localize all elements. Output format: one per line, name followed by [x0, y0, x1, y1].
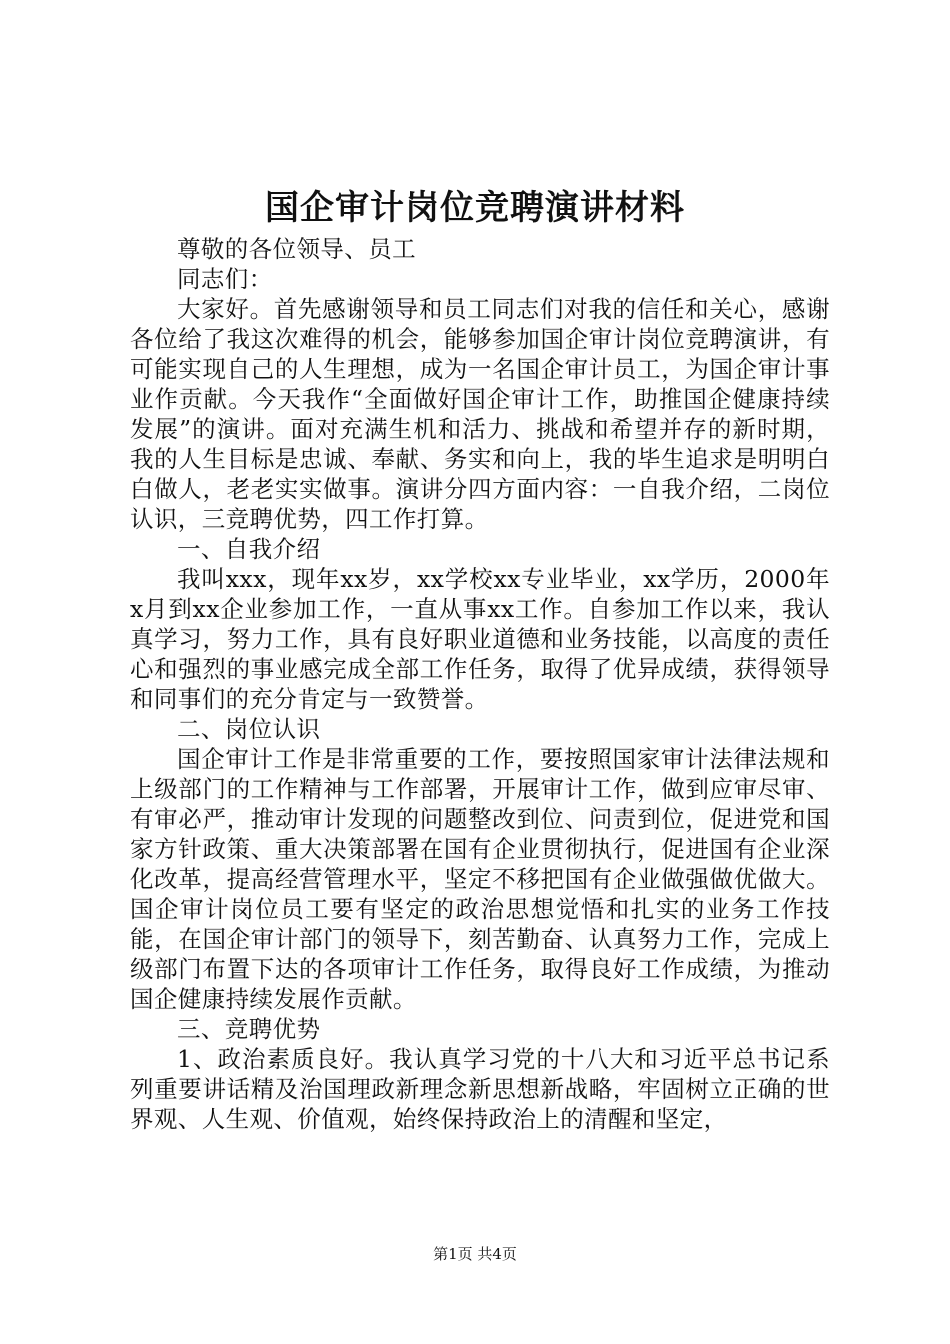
self-intro-paragraph: 我叫xxx，现年xx岁，xx学校xx专业毕业，xx学历，2000年x月到xx企业参加工作，一直从事xx工作。自参加工作以来，我认真学习，努力工作，具有良好职业道德和业务技能，以高度的责任心和强烈的事业感完成全部工作任务，取得了优异成绩，获得领导和同事们的充分肯定与一致赞誉。 [130, 565, 830, 713]
section-heading-position: 二、岗位认识 [177, 715, 321, 743]
intro-paragraph: 大家好。首先感谢领导和员工同志们对我的信任和关心，感谢各位给了我这次难得的机会，能够参加国企审计岗位竞聘演讲，有可能实现自己的人生理想，成为一名国企审计员工，为国企审计事业作贡献。今天我作“全面做好国企审计工作，助推国企健康持续发展”的演讲。面对充满生机和活力、挑战和希望并存的新时期，我的人生目标是忠诚、奉献、务实和向上，我的毕生追求是明明白白做人，老老实实做事。演讲分四方面内容：一自我介绍，二岗位认识，三竞聘优势，四工作打算。 [130, 295, 830, 533]
position-paragraph: 国企审计工作是非常重要的工作，要按照国家审计法律法规和上级部门的工作精神与工作部署，开展审计工作，做到应审尽审、有审必严，推动审计发现的问题整改到位、问责到位，促进党和国家方针政策、重大决策部署在国有企业贯彻执行，促进国有企业深化改革，提高经营管理水平，坚定不移把国有企业做强做优做大。国企审计岗位员工要有坚定的政治思想觉悟和扎实的业务工作技能，在国企审计部门的领导下，刻苦勤奋、认真努力工作，完成上级部门布置下达的各项审计工作任务，取得良好工作成绩，为推动国企健康持续发展作贡献。 [130, 745, 830, 1013]
document-title: 国企审计岗位竞聘演讲材料 [265, 188, 685, 228]
document-body [130, 234, 830, 1134]
section-heading-self-intro: 一、自我介绍 [177, 535, 321, 563]
salutation-line-1: 尊敬的各位领导、员工 [177, 235, 416, 263]
salutation-line-2: 同志们： [177, 265, 273, 293]
section-heading-advantages: 三、竞聘优势 [177, 1015, 321, 1043]
page-footer: 第1页 共4页 [433, 1245, 517, 1263]
advantage-item-1: 1、政治素质良好。我认真学习党的十八大和习近平总书记系列重要讲话精及治国理政新理念新思想新战略，牢固树立正确的世界观、人生观、价值观，始终保持政治上的清醒和坚定， [130, 1045, 830, 1133]
